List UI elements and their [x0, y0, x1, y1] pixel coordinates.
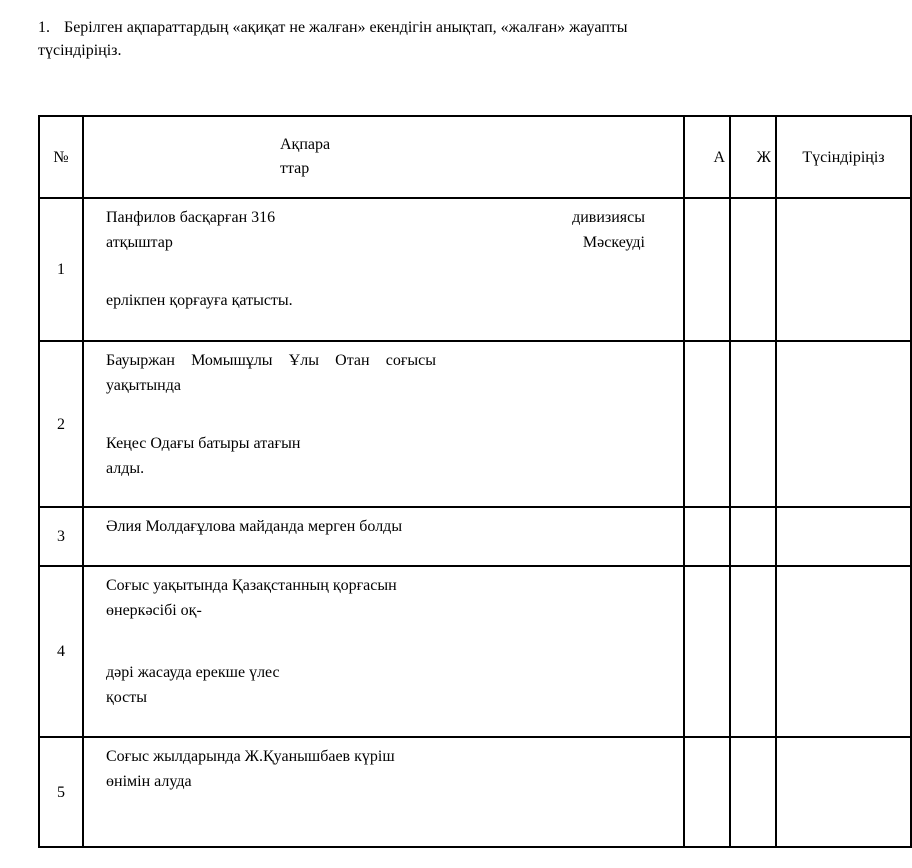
row-gap	[106, 398, 645, 431]
row-true-cell[interactable]	[684, 737, 730, 847]
row-info-text: дивизиясы	[572, 209, 645, 226]
header-number: №	[39, 116, 83, 198]
worksheet-table-wrapper	[38, 115, 885, 818]
row-info	[83, 507, 684, 566]
table-row	[39, 566, 911, 737]
task-line-1	[38, 16, 688, 39]
row-number: 5	[39, 737, 83, 847]
header-explain: Түсіндіріңіз	[776, 116, 911, 198]
row-true-cell[interactable]	[684, 198, 730, 341]
row-explain-cell[interactable]	[776, 737, 911, 847]
row-info-text: алды.	[106, 460, 145, 477]
row-gap	[106, 623, 645, 660]
row-info-text: атқыштар	[106, 234, 173, 251]
row-false-cell[interactable]	[730, 566, 776, 737]
row-info-text: Кеңес Одағы батыры атағын	[106, 435, 301, 452]
row-info-text: Соғыс жылдарында Ж.Қуанышбаев күріш	[106, 748, 395, 765]
row-info-text: Әлия Молдағұлова майданда мерген болды	[106, 518, 403, 535]
row-info-text: өнімін алуда	[106, 773, 192, 790]
row-info	[83, 737, 684, 847]
table-row	[39, 341, 911, 507]
row-info-text: уақытында	[106, 377, 181, 394]
task-statement	[38, 16, 688, 62]
row-explain-cell[interactable]	[776, 341, 911, 507]
row-info	[83, 566, 684, 737]
row-false-cell[interactable]	[730, 737, 776, 847]
row-explain-cell[interactable]	[776, 507, 911, 566]
row-true-cell[interactable]	[684, 341, 730, 507]
row-number: 4	[39, 566, 83, 737]
row-gap	[106, 255, 645, 288]
row-number: 2	[39, 341, 83, 507]
header-false: Ж	[730, 116, 776, 198]
task-text-line-2: түсіндіріңіз.	[38, 42, 122, 59]
row-number: 1	[39, 198, 83, 341]
row-false-cell[interactable]	[730, 198, 776, 341]
row-info-text: Мәскеуді	[582, 234, 645, 251]
facts-table	[38, 115, 912, 848]
task-text-line-1: Берілген ақпараттардың «ақиқат не жалған» екендігін анықтап, «жалған» жауапты	[64, 19, 628, 36]
row-info-text: дәрі жасауда ерекше үлес	[106, 664, 280, 681]
row-number: 3	[39, 507, 83, 566]
header-info-line-2: ттар	[280, 160, 310, 177]
row-explain-cell[interactable]	[776, 198, 911, 341]
row-info	[83, 341, 684, 507]
header-info	[83, 116, 684, 198]
row-true-cell[interactable]	[684, 566, 730, 737]
row-info-text: Соғыс уақытында Қазақстанның қорғасын	[106, 577, 397, 594]
row-info-text: Бауыржан Момышұлы Ұлы Отан соғысы	[106, 352, 436, 369]
row-true-cell[interactable]	[684, 507, 730, 566]
header-info-line-1: Ақпара	[280, 136, 331, 153]
row-info-text: Панфилов басқарған 316	[106, 209, 276, 226]
row-info-text: өнеркәсібі оқ-	[106, 602, 202, 619]
table-header-row	[39, 116, 911, 198]
table-row	[39, 507, 911, 566]
row-info-text: ерлікпен қорғауға қатысты.	[106, 292, 293, 309]
header-true: А	[684, 116, 730, 198]
task-number: 1.	[38, 19, 50, 36]
row-info-line	[106, 205, 645, 230]
row-explain-cell[interactable]	[776, 566, 911, 737]
row-false-cell[interactable]	[730, 341, 776, 507]
row-info-line	[106, 230, 645, 255]
row-info-text: қосты	[106, 689, 148, 706]
table-row	[39, 737, 911, 847]
table-row	[39, 198, 911, 341]
row-false-cell[interactable]	[730, 507, 776, 566]
row-info	[83, 198, 684, 341]
